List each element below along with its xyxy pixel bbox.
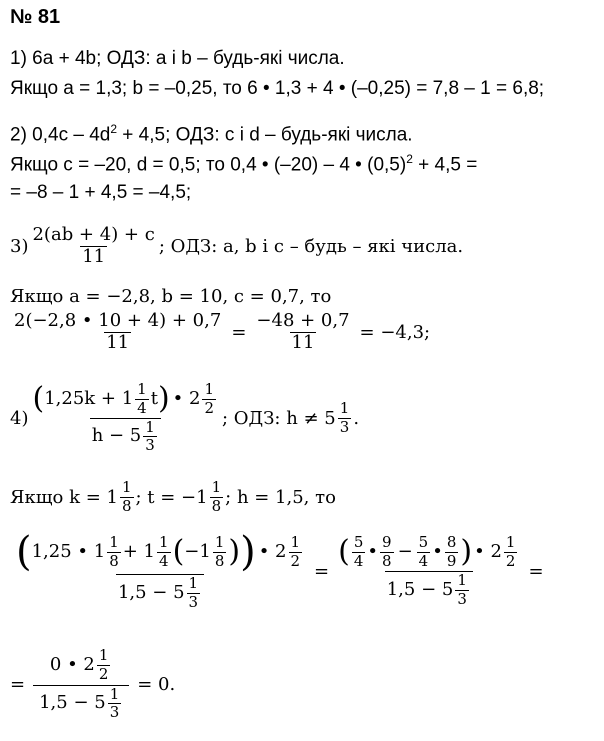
part2-line1: 2) $0,4c - 4d^2 + 4,5$; ОДЗ: c і d – будь-які числа. bbox=[10, 122, 413, 146]
part4-expression: 4) ( 1,25k + 1 $\frac{1}{4}$ t ) • 2 $\frac{1}{2}$ h − 5 $\frac{1}{3}$ ; ОДЗ: h ≠ 5 $\frac{1}{3}$ . bbox=[10, 380, 360, 455]
part4-computation: ( 1,25 • 1 $\frac{1}{8}$ + 1 $\frac{1}{4}$ ( −1 $\frac{1}{8}$ ) ) • 2 $\frac{1}{2}$ 1,5 − 5 $\frac{1}{3}$ = ( $\frac{5}{4}$ • $\frac{9}{8}$ − $\frac{5}{4}$ • $\frac{8}{9}$ ) • 2 $\frac{1}{2}$ 1,5 − 5 $\frac{1}{3}$ = bbox=[16, 529, 544, 611]
part2-line2: Якщо c = –20, d = 0,5; то 0,4 • (–20) – 4 • $(0,5)^2 + 4,5$ = bbox=[10, 152, 478, 176]
part3-condition: Якщо a = −2,8, b = 10, c = 0,7, то bbox=[10, 286, 332, 307]
part4-condition: Якщо k = 1 $\frac{1}{8}$ ; t = −1 $\frac{1}{8}$ ; h = 1,5, то bbox=[10, 478, 336, 515]
part3-label: 3) bbox=[10, 235, 29, 257]
part3-fraction: $\frac{2(ab + 4) + c}{11}$ bbox=[32, 224, 155, 267]
part2-line3: = –8 – 1 + 4,5 = –4,5; bbox=[10, 182, 192, 203]
part3-odz: ; ОДЗ: a, b і c – будь – які числа. bbox=[158, 235, 464, 257]
part4-result: = 0 • 2 $\frac{1}{2}$ 1,5 − 5 $\frac{1}{3}$ = 0. bbox=[10, 646, 176, 722]
part1-line2: Якщо a = 1,3; b = –0,25, то 6 • 1,3 + 4 • (–0,25) = 7,8 – 1 = 6,8; bbox=[10, 78, 545, 99]
part3-computation: $\frac{2(-2,8 • 10 + 4) + 0,7}{11}$ = $\frac{-48 + 0,7}{11}$ = −4,3; bbox=[14, 310, 431, 353]
part1-line1: 1) 6a + 4b; ОДЗ: a і b – будь-які числа. bbox=[10, 48, 345, 69]
part3-expression bbox=[10, 226, 463, 267]
problem-title: № 81 bbox=[10, 6, 61, 28]
